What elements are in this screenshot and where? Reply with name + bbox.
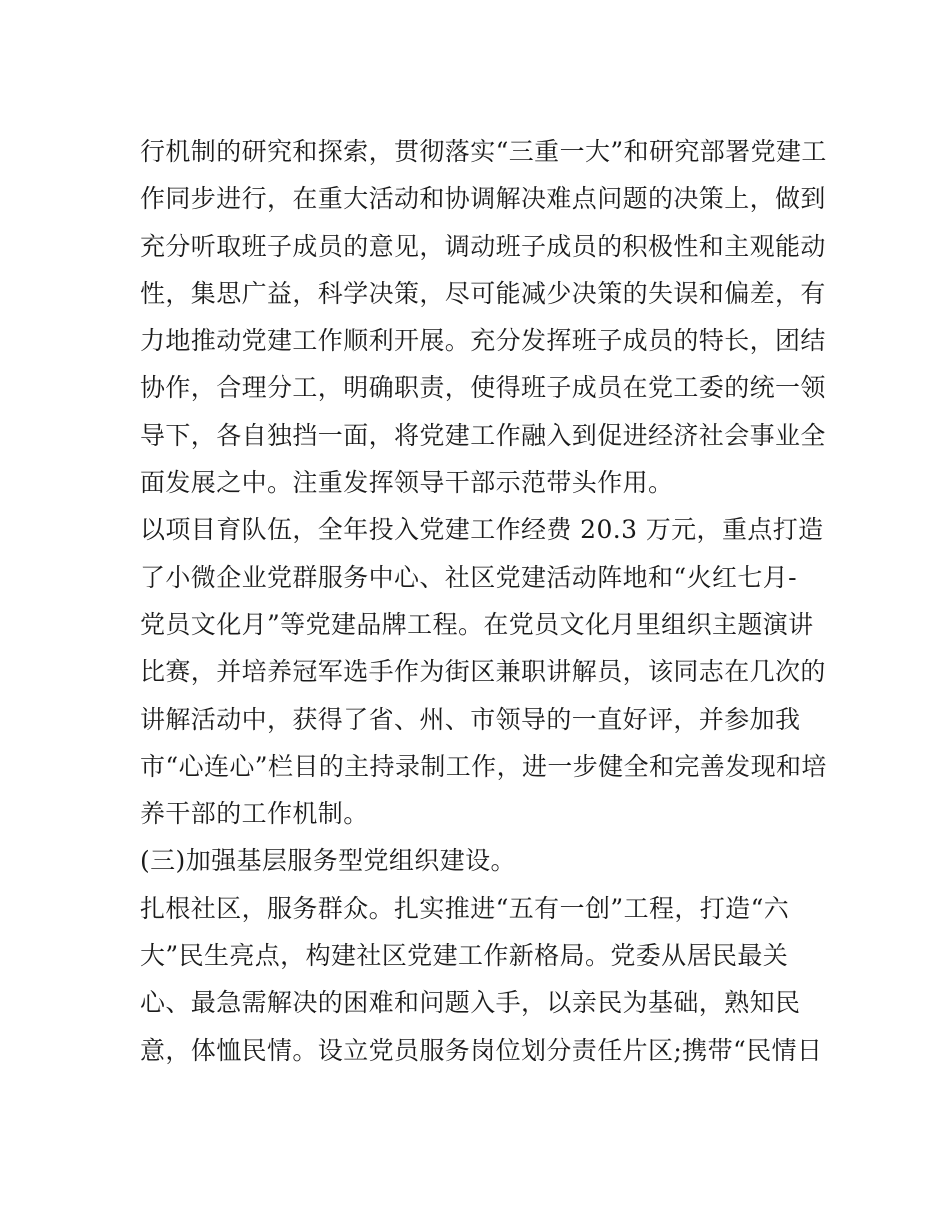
text-line: 力地推动党建工作顺利开展。充分发挥班子成员的特长，团结 [140, 326, 826, 356]
text-line: 养干部的工作机制。 [140, 799, 369, 829]
text-line: 以项目育队伍，全年投入党建工作经费 20.3 万元，重点打造 [140, 515, 824, 545]
text-line: 性，集思广益，科学决策，尽可能减少决策的失误和偏差，有 [140, 278, 826, 308]
text-line: 心、最急需解决的困难和问题入手，以亲民为基础，熟知民 [140, 988, 801, 1018]
text-line: 协作，合理分工，明确职责，使得班子成员在党工委的统一领 [140, 373, 826, 403]
text-line: 了小微企业党群服务中心、社区党建活动阵地和“火红七月- [140, 562, 798, 592]
text-line: 扎根社区，服务群众。扎实推进“五有一创”工程，打造“六 [140, 893, 790, 923]
text-line: 作同步进行，在重大活动和协调解决难点问题的决策上，做到 [140, 184, 826, 214]
text-line: 充分听取班子成员的意见，调动班子成员的积极性和主观能动 [140, 231, 826, 261]
section-heading: (三)加强基层服务型党组织建设。 [140, 846, 516, 876]
text-line: 面发展之中。注重发挥领导干部示范带头作用。 [140, 468, 674, 498]
body-text [140, 128, 827, 1074]
text-line: 讲解活动中，获得了省、州、市领导的一直好评，并参加我 [140, 704, 801, 734]
text-line: 意，体恤民情。设立党员服务岗位划分责任片区;携带“民情日 [140, 1035, 823, 1065]
text-line: 党员文化月”等党建品牌工程。在党员文化月里组织主题演讲 [140, 609, 814, 639]
text-line: 市“心连心”栏目的主持录制工作，进一步健全和完善发现和培 [140, 751, 827, 781]
text-line: 行机制的研究和探索，贯彻落实“三重一大”和研究部署党建工 [140, 137, 827, 166]
text-line: 比赛，并培养冠军选手作为街区兼职讲解员，该同志在几次的 [140, 657, 826, 687]
text-line: 大”民生亮点，构建社区党建工作新格局。党委从居民最关 [140, 941, 789, 971]
text-line: 导下，各自独挡一面，将党建工作融入到促进经济社会事业全 [140, 420, 826, 450]
